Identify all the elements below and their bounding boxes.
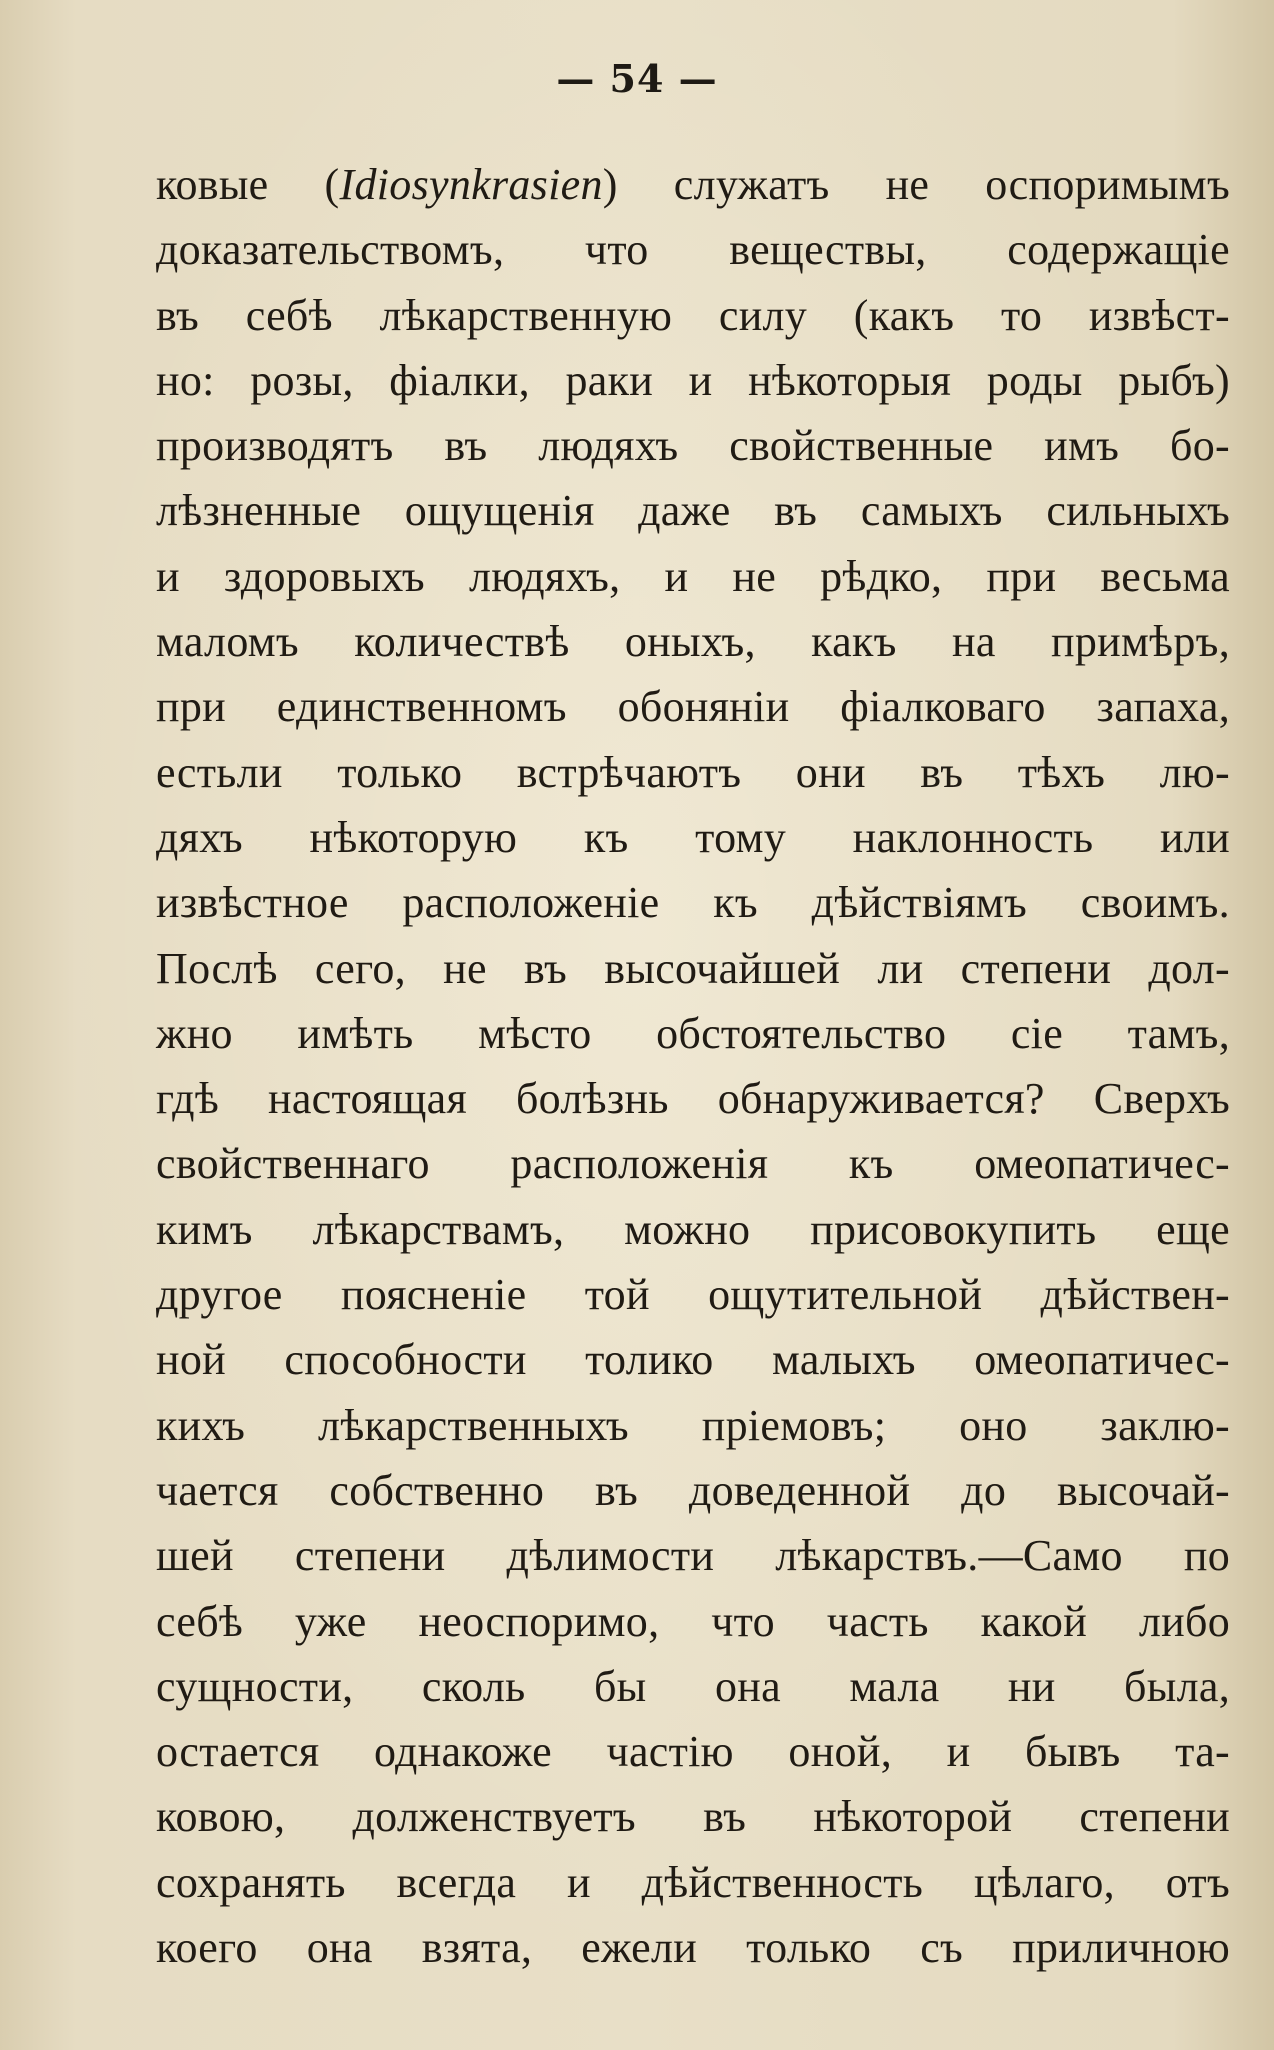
text-line-8: маломъ количествѣ оныхъ, какъ на примѣръ, (156, 617, 1230, 667)
text-line-5: производятъ въ людяхъ свойственные имъ бо- (156, 421, 1230, 471)
body-text (156, 152, 1230, 1980)
text-line-25: остается однакоже частію оной, и бывъ та- (156, 1727, 1230, 1777)
text-line-11: дяхъ нѣкоторую къ тому наклонность или (156, 812, 1230, 862)
text-line-2: доказательствомъ, что веществы, содержащіе (156, 225, 1230, 275)
text-fragment: ковые ( (156, 160, 340, 209)
text-line-24: сущности, сколь бы она мала ни была, (156, 1661, 1230, 1711)
text-line-4: но: розы, фіалки, раки и нѣкоторыя роды рыбъ) (156, 355, 1230, 405)
page-number: — 54 — (556, 56, 718, 101)
text-line-20: кихъ лѣкарственныхъ пріемовъ; оно заклю- (156, 1400, 1230, 1450)
text-line-22: шей степени дѣлимости лѣкарствъ.—Само по (156, 1531, 1230, 1581)
text-line-13: Послѣ сего, не въ высочайшей ли степени дол- (156, 943, 1230, 993)
text-line-12: извѣстное расположеніе къ дѣйствіямъ своимъ. (156, 878, 1230, 928)
text-line-1 (156, 152, 1230, 217)
text-line-15: гдѣ настоящая болѣзнь обнаруживается? Сверхъ (156, 1074, 1230, 1124)
text-fragment: ) служатъ не оспоримымъ (602, 160, 1230, 209)
text-line-7: и здоровыхъ людяхъ, и не рѣдко, при весьма (156, 551, 1230, 601)
text-line-6: лѣзненные ощущенія даже въ самыхъ сильныхъ (156, 486, 1230, 536)
text-line-18: другое поясненіе той ощутительной дѣйствен- (156, 1270, 1230, 1320)
text-line-9: при единственномъ обоняніи фіалковаго запаха, (156, 682, 1230, 732)
text-line-26: ковою, долженствуетъ въ нѣкоторой степени (156, 1792, 1230, 1842)
text-line-23: себѣ уже неоспоримо, что часть какой либо (156, 1596, 1230, 1646)
text-line-16: свойственнаго расположенія къ омеопатичес- (156, 1139, 1230, 1189)
text-line-10: естьли только встрѣчаютъ они въ тѣхъ лю- (156, 747, 1230, 797)
text-line-27: сохранять всегда и дѣйственность цѣлаго, отъ (156, 1857, 1230, 1907)
italic-term: Idiosynkrasien (339, 160, 603, 209)
text-line-17: кимъ лѣкарствамъ, можно присовокупить еще (156, 1204, 1230, 1254)
text-line-21: чается собственно въ доведенной до высочай- (156, 1465, 1230, 1515)
text-line-3: въ себѣ лѣкарственную силу (какъ то извѣст- (156, 290, 1230, 340)
text-line-14: жно имѣть мѣсто обстоятельство сіе тамъ, (156, 1008, 1230, 1058)
text-line-19: ной способности толико малыхъ омеопатичес- (156, 1335, 1230, 1385)
text-line-28: коего она взята, ежели только съ приличною (156, 1923, 1230, 1973)
